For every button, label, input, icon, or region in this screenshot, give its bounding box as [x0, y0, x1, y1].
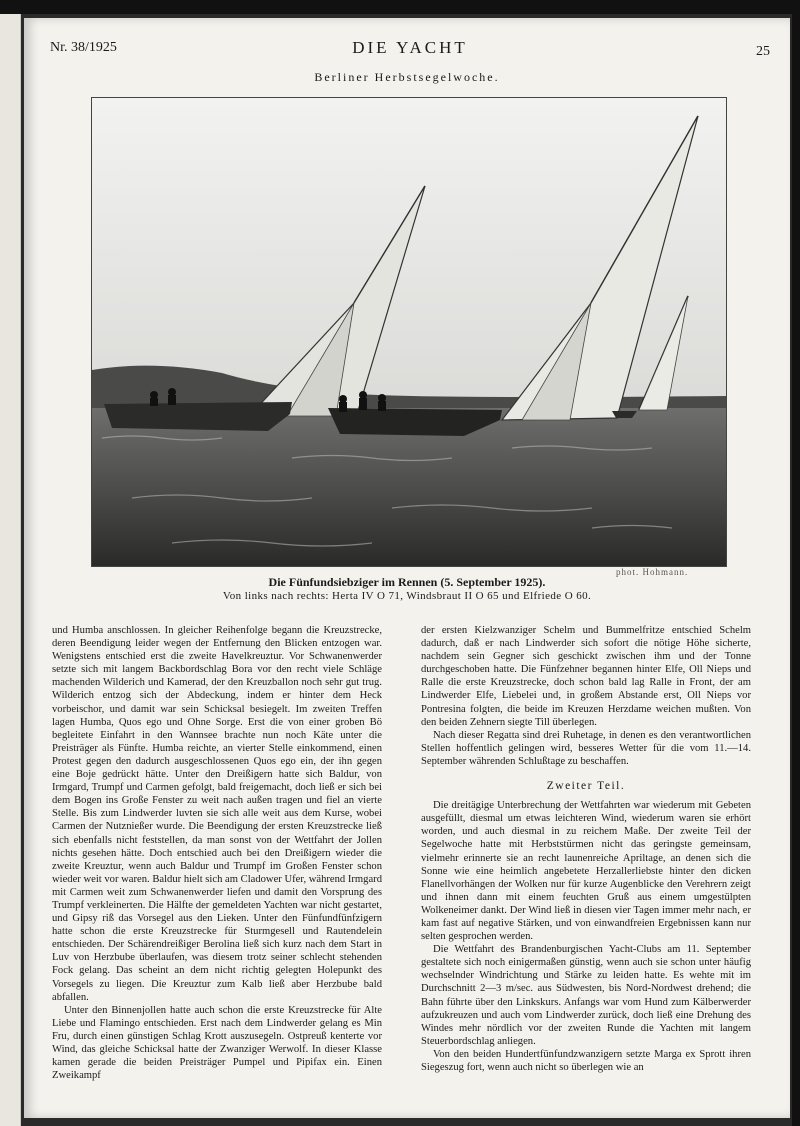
photo-caption-title: Die Fünfundsiebziger im Rennen (5. September 1925). — [268, 575, 546, 589]
paragraph: Unter den Binnenjollen hatte auch schon die erste Kreuzstrecke für Alte Liebe und Flamingo entschieden. Erst nach dem Lindwerder gelang es Min Fru, durch einen günstigen Schlag Krott auszusegeln. Ostpreuß kenterte vor Wind, das gleiche Schicksal hatte der Zwanziger Werwolf. In dieser Klasse kamen gerade die beiden Preisträger Pumpel und Pipifax ein. Einen Zweikampf — [52, 1004, 382, 1082]
magazine-page — [24, 18, 790, 1118]
page-number: 25 — [756, 44, 770, 59]
scan-border-top — [0, 0, 800, 14]
article-title: Berliner Herbstsegelwoche. — [314, 70, 500, 84]
paragraph: Von den beiden Hundertfünfundzwanzigern setzte Marga ex Sprott ihren Siegeszug fort, wenn auch nicht so überlegen wie an — [421, 1048, 751, 1073]
sailing-photo — [91, 97, 727, 567]
paragraph: Die dreitägige Unterbrechung der Wettfahrten war wiederum mit Gebeten ausgefüllt, diesmal um etwas leichteren Wind, wiederum waren sie erhört worden, und auch diesmal in zu reichem Maße. Der zweite Teil der Segelwoche hatte mit Herbststürmen nicht das geringste gemeinsam, vielmehr erinnerte sie an recht launenreiche Apriltage, an denen sich die Sonne wie eine heimlich angebetete Herzallerliebste hinter den dicken Flanellvorhängen der Wolken nur für kurze Augenblicke den Verehrern zeigt und ihnen dann mit einem feuchten Gruß aus einem umgestülpten Wolkeneimer dankt. Der Wind ließ in diesen vier Tagen immer mehr nach, er kam fast auf negative Stärken, und von einwandfreien Ergebnissen kann nur selten gesprochen werden. — [421, 800, 751, 943]
section-subheading: Zweiter Teil. — [546, 780, 626, 793]
text-column-right — [421, 624, 751, 1074]
journal-title: DIE YACHT — [352, 38, 468, 57]
photo-credit: phot. Hohmann. — [616, 567, 689, 577]
adjacent-page-edge — [0, 14, 21, 1126]
paragraph: und Humba anschlossen. In gleicher Reihenfolge begann die Kreuzstrecke, deren Beendigung leider wegen der Entfernung den Blicken entzogen war. Wenigstens entschied erst die zweite Havelkreuztur. Vor Schwanenwerder setzte sich mit langem Backbordschlag Bora vor den recht viele Schläge machenden Wilderich und Kamerad, der den Kreuzballon noch sehr gut trug. Wilderich entzog sich der Abdeckung, indem er hinter dem Heck vorbeischor, und damit war sein Schicksal besiegelt. Im zweiten Treffen lagen Humba, Quos ego und Ohne Sorge. Erst die von einer groben Bö begleitete Einfahrt in den Wannsee brachte nun noch Käte unter die Preisträger als Fünfte. Humba reichte, an vierter Stelle einkommend, einen Protest gegen den dadurch ausgeschlossenen Quos ego ein, der ihn gegen eine Boje gedrückt hätte. Unter den Dreißigern hatte sich Baldur, von Irmgard, Trumpf und Carmen gefolgt, bald freigemacht, doch ließ er sich bei dem Bogen ins Große Fenster zu weit nach außen tragen und fiel an vierte Stelle. Bis zum Lindwerder luvten sie sich alle weit aus dem Kurse, wobei Carmen der Nutznießer wurde. Die Beendigung der ersten Kreuzstrecke ließ sich ebenfalls nicht feststellen, da man sonst von der Wettfahrt der Jollen nichts gesehen hätte. Doch entschied auch bei den Dreißigern wieder die zweite Kreuztur, wenn auch Baldur und Trumpf im Großen Fenster schon wieder weit vor waren. Baldur hielt sich am Cladower Ufer, während Irmgard mit Carmen weit zum Schwanenwerder liefen und damit den Vorsprung des Trumpf verkleinerten. Die Hälfte der gemeldeten Yachten war nicht gestartet, und Gipsy riß das Vorsegel aus den Lieken. Unter den Fünfundfünfzigern hatte schon die erste Kreuzstrecke für Sturmgesell und Rautendelein entschieden. Der Schärendreißiger Berolina ließ sich kurz nach dem Start in Luv von Herzbube überlaufen, was diesem trotz seiner schlecht stehenden Fock gelang. Das scheint an dem nicht richtig gelegten Holepunkt des Vorsegels zu liegen. Die Kreuztur zum Kalb ließ aber Herzbube bald abfallen. — [52, 625, 382, 1003]
issue-number: Nr. 38/1925 — [50, 40, 117, 55]
svg-text:.: . — [210, 418, 213, 428]
paragraph: Die Wettfahrt des Brandenburgischen Yacht-Clubs am 11. September gestaltete sich noch einigermaßen günstig, wenn auch sie schon unter häufig wechselnder Windrichtung und Stärke zu leiden hatte. Es wehte mit im Durchschnitt 2—3 m/sec. aus Südwesten, bis Nord-Nordwest drehend; die Bahn führte über den Linkskurs. Anfangs war vom Hund zum Kälberwerder aufzukreuzen und auch vom Lindwerder zurück, doch ließ eine Drehung des Windes mehr nördlich vor der zweiten Runde die Yachten mit langem Steuerbordschlag anliegen. — [421, 944, 751, 1047]
text-column-left — [52, 624, 382, 1082]
photo-caption-subtitle: Von links nach rechts: Herta IV O 71, Windsbraut II O 65 und Elfriede O 60. — [222, 590, 592, 602]
running-header — [50, 38, 770, 62]
paragraph: Nach dieser Regatta sind drei Ruhetage, in denen es den verantwortlichen Stellen hoffentlich gelingen wird, besseres Wetter für die vom 11.—14. September währenden Schlußtage zu beschaffen. — [421, 729, 751, 767]
scan-border-right — [792, 0, 800, 1126]
paragraph: der ersten Kielzwanziger Schelm und Bummelfritze entschied Schelm dadurch, daß er nach Lindwerder sich sofort die nötige Höhe sicherte, nachdem sein Gegner sich geschickt zwischen ihm und der Tonne durchgeschoben hatte. Die Fünfzehner begannen hinter Elfe, Oll Nieps und Ralle die erste Kreuzstrecke, doch schon bald lag Ralle in Front, der am Lindwerder Elfe, Liebelei und, in großem Abstande erst, Oll Nieps vor Pontresina folgten, die beide im Kreuzen Herzdame weichen mußten. Von den beiden Zehnern siegte Till überlegen. — [421, 625, 751, 728]
